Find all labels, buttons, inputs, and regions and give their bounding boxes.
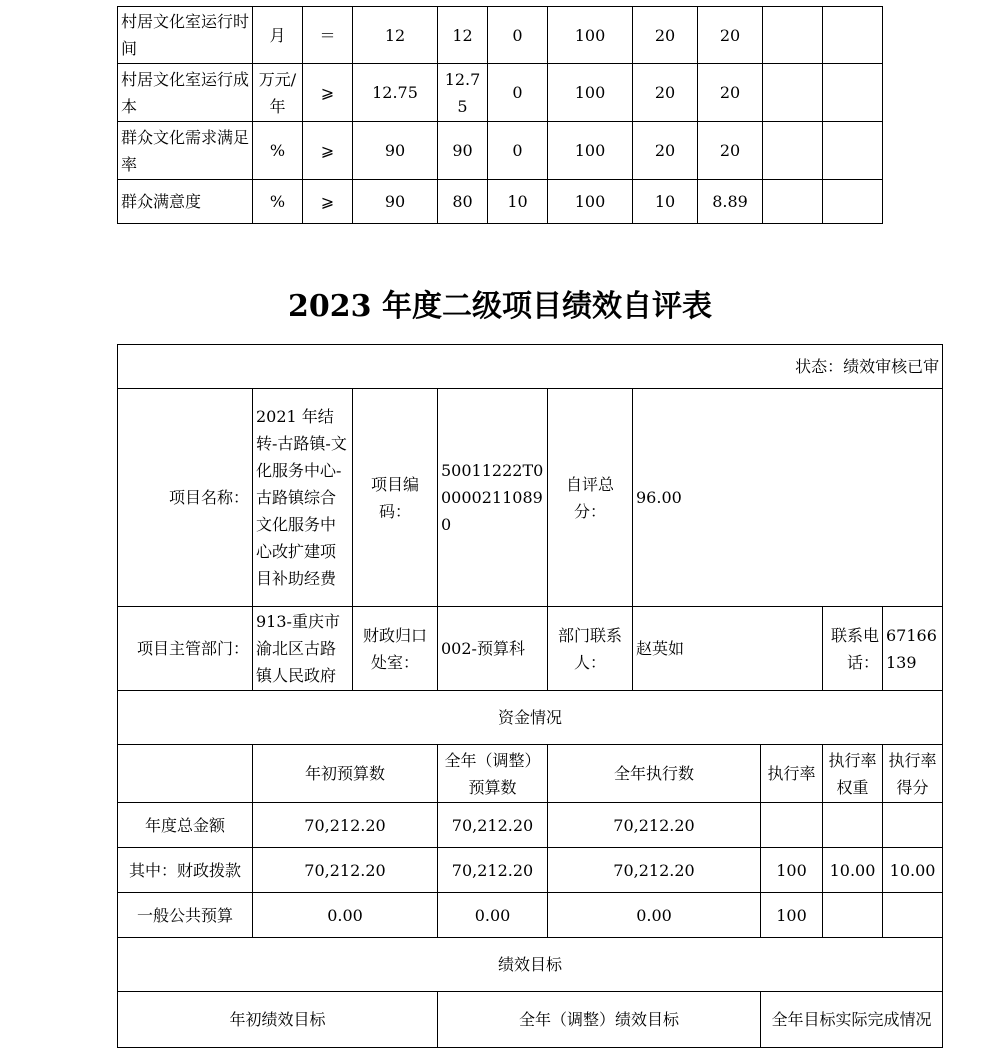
funds-header-blank: [118, 745, 253, 803]
funds-row-score: 10.00: [883, 848, 943, 893]
indicator-name: 村居文化室运行时间: [118, 7, 253, 64]
page-title: 2023 年度二级项目绩效自评表: [288, 289, 712, 324]
indicator-score: 8.89: [698, 180, 763, 224]
indicator-empty-cell: [763, 122, 823, 180]
indicator-score: 20: [698, 64, 763, 122]
indicator-score: 20: [698, 7, 763, 64]
dept-label: 项目主管部门：: [118, 607, 253, 691]
self-score-label: 自评总分：: [548, 389, 633, 607]
indicator-weight: 10: [633, 180, 698, 224]
indicator-target: 90: [353, 122, 438, 180]
funds-row-initial: 0.00: [253, 893, 438, 938]
office-label: 财政归口处室：: [353, 607, 438, 691]
funds-row-rate: 100: [761, 893, 823, 938]
indicator-name: 村居文化室运行成本: [118, 64, 253, 122]
funds-header-weight: 执行率权重: [823, 745, 883, 803]
indicator-actual: 80: [438, 180, 488, 224]
funds-row-executed: 70,212.20: [548, 848, 761, 893]
indicator-deviation: 0: [488, 122, 548, 180]
indicator-unit: %: [253, 122, 303, 180]
indicator-actual: 12.75: [438, 64, 488, 122]
indicator-empty-cell: [763, 64, 823, 122]
indicator-weight: 20: [633, 122, 698, 180]
funds-row-label: 一般公共预算: [118, 893, 253, 938]
phone-value: 67166139: [883, 607, 943, 691]
indicator-empty-cell: [823, 7, 883, 64]
funds-header-adjusted: 全年（调整）预算数: [438, 745, 548, 803]
contact-label: 部门联系人：: [548, 607, 633, 691]
funds-row-weight: 10.00: [823, 848, 883, 893]
funds-row-score: [883, 803, 943, 848]
funds-row-score: [883, 893, 943, 938]
dept-value: 913-重庆市渝北区古路镇人民政府: [253, 607, 353, 691]
funds-row: [118, 848, 943, 893]
self-evaluation-table: [117, 344, 943, 1048]
indicator-rate: 100: [548, 122, 633, 180]
funds-row-label: 年度总金额: [118, 803, 253, 848]
indicator-rate: 100: [548, 64, 633, 122]
indicator-score: 20: [698, 122, 763, 180]
indicator-empty-cell: [823, 122, 883, 180]
office-value: 002-预算科: [438, 607, 548, 691]
funds-row-executed: 0.00: [548, 893, 761, 938]
goals-actual-label: 全年目标实际完成情况: [761, 992, 943, 1048]
goals-section-title: 绩效目标: [118, 938, 943, 992]
indicator-unit: 月: [253, 7, 303, 64]
indicator-name: 群众文化需求满足率: [118, 122, 253, 180]
funds-row-weight: [823, 893, 883, 938]
goals-initial-label: 年初绩效目标: [118, 992, 438, 1048]
indicator-empty-cell: [823, 180, 883, 224]
indicator-weight: 20: [633, 64, 698, 122]
indicator-target: 90: [353, 180, 438, 224]
funds-row-adjusted: 70,212.20: [438, 803, 548, 848]
indicator-unit: 万元/年: [253, 64, 303, 122]
funds-row-rate: 100: [761, 848, 823, 893]
indicator-deviation: 0: [488, 7, 548, 64]
indicator-empty-cell: [763, 7, 823, 64]
indicator-actual: 12: [438, 7, 488, 64]
funds-header-initial: 年初预算数: [253, 745, 438, 803]
indicator-operator: ⩾: [303, 64, 353, 122]
project-name-value: 2021 年结转-古路镇-文化服务中心-古路镇综合文化服务中心改扩建项目补助经费: [253, 389, 353, 607]
project-code-label: 项目编码：: [353, 389, 438, 607]
funds-row-adjusted: 70,212.20: [438, 848, 548, 893]
funds-row-initial: 70,212.20: [253, 803, 438, 848]
indicator-operator: ⩾: [303, 122, 353, 180]
indicator-row: [118, 64, 883, 122]
goals-adjusted-label: 全年（调整）绩效目标: [438, 992, 761, 1048]
funds-header-rate: 执行率: [761, 745, 823, 803]
indicator-row: [118, 180, 883, 224]
indicator-row: [118, 7, 883, 64]
indicator-empty-cell: [763, 180, 823, 224]
indicator-target: 12.75: [353, 64, 438, 122]
phone-label: 联系电话：: [823, 607, 883, 691]
indicator-deviation: 0: [488, 64, 548, 122]
funds-section-title: 资金情况: [118, 691, 943, 745]
indicator-name: 群众满意度: [118, 180, 253, 224]
funds-row: [118, 803, 943, 848]
indicator-actual: 90: [438, 122, 488, 180]
funds-row-weight: [823, 803, 883, 848]
funds-row-rate: [761, 803, 823, 848]
indicator-target: 12: [353, 7, 438, 64]
self-score-value: 96.00: [633, 389, 943, 607]
indicator-operator: ＝: [303, 7, 353, 64]
funds-row-initial: 70,212.20: [253, 848, 438, 893]
funds-header-executed: 全年执行数: [548, 745, 761, 803]
funds-row-label: 其中：财政拨款: [118, 848, 253, 893]
funds-header-score: 执行率得分: [883, 745, 943, 803]
contact-value: 赵英如: [633, 607, 823, 691]
funds-row-executed: 70,212.20: [548, 803, 761, 848]
status-text: 状态：绩效审核已审: [118, 345, 943, 389]
indicator-unit: %: [253, 180, 303, 224]
indicator-rate: 100: [548, 180, 633, 224]
indicator-operator: ⩾: [303, 180, 353, 224]
indicator-table: [117, 6, 883, 224]
funds-row-adjusted: 0.00: [438, 893, 548, 938]
indicator-empty-cell: [823, 64, 883, 122]
project-code-value: 50011222T000002110890: [438, 389, 548, 607]
project-name-label: 项目名称：: [118, 389, 253, 607]
indicator-rate: 100: [548, 7, 633, 64]
funds-row: [118, 893, 943, 938]
indicator-row: [118, 122, 883, 180]
indicator-deviation: 10: [488, 180, 548, 224]
indicator-weight: 20: [633, 7, 698, 64]
